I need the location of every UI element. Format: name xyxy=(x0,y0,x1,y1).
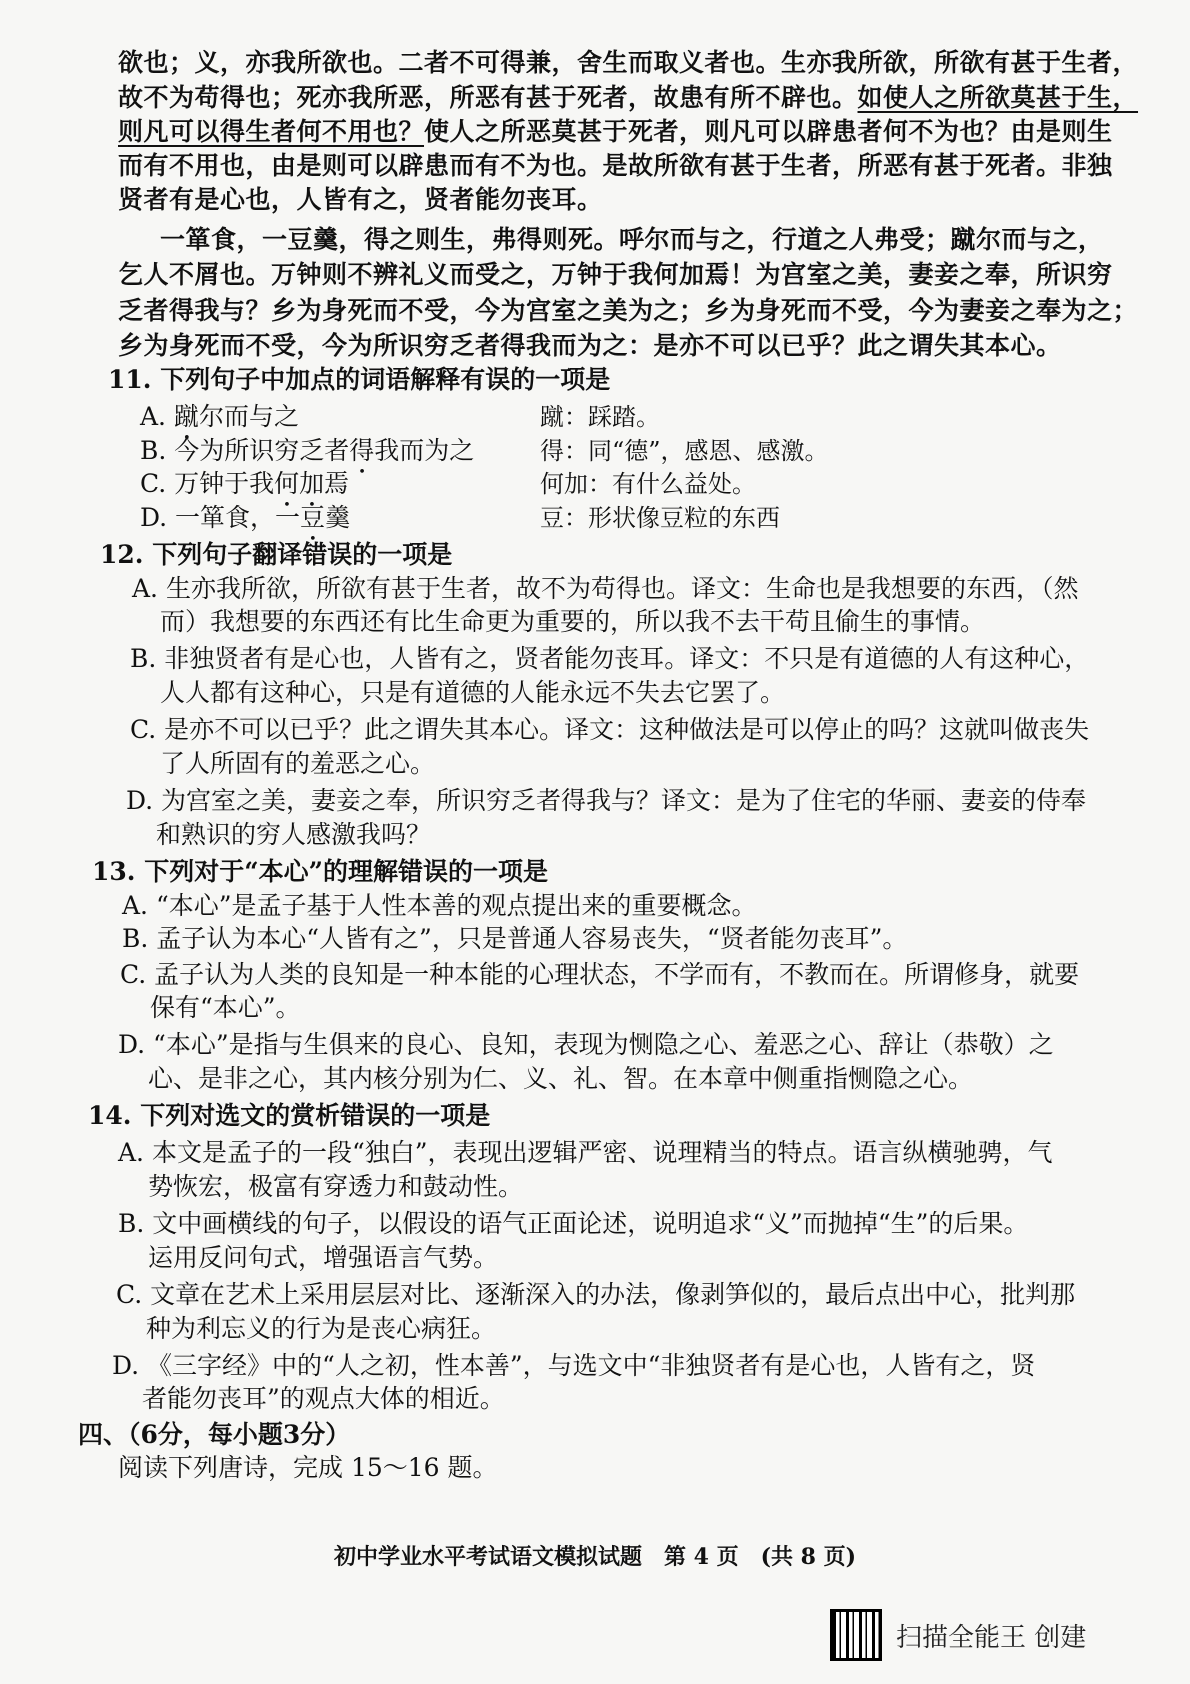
section-instruction: 阅读下列唐诗，完成 15～16 题。 xyxy=(118,1453,498,1483)
option-line: 运用反问句式，增强语言气势。 xyxy=(148,1242,499,1272)
option-b: B. 今为所识穷乏者得我而为之 xyxy=(140,435,475,465)
passage-line: 贤者有是心也，人皆有之，贤者能勿丧耳。 xyxy=(118,185,603,215)
qr-code-icon xyxy=(830,1609,882,1661)
option-line: B. 非独贤者有是心也，人皆有之，贤者能勿丧耳。译文：不只是有道德的人有这种心， xyxy=(130,644,1090,674)
option-line: 势恢宏，极富有穿透力和鼓动性。 xyxy=(148,1171,524,1201)
option-line: A. “本心”是孟子基于人性本善的观点提出来的重要概念。 xyxy=(122,890,757,920)
option-line: C. 孟子认为人类的良知是一种本能的心理状态，不学而有，不教而在。所谓修身，就要 xyxy=(120,959,1080,989)
option-line: 和熟识的穷人感激我吗？ xyxy=(156,819,432,849)
passage-line: 故不为苟得也；死亦我所恶，所恶有甚于死者，故患有所不辟也。如使人之所欲莫甚于生， xyxy=(118,83,1139,113)
passage-line: 则凡可以得生者何不用也？使人之所恶莫甚于死者，则凡可以辟患者何不为也？由是则生 xyxy=(118,117,1113,147)
option-d-explain: 豆：形状像豆粒的东西 xyxy=(540,503,780,532)
option-line: 者能勿丧耳”的观点大体的相近。 xyxy=(142,1384,505,1414)
option-c: C. 万钟于我何加焉 xyxy=(140,469,350,499)
underlined-sentence: 则凡可以得生者何不用也？ xyxy=(118,117,425,147)
option-line: D. 《三字经》中的“人之初，性本善”，与选文中“非独贤者有是心也，人皆有之，贤 xyxy=(112,1350,1036,1380)
passage-line: 乞人不屑也。万钟则不辨礼义而受之，万钟于我何加焉！为宫室之美，妻妾之奉，所识穷 xyxy=(118,260,1113,290)
passage-line: 一箪食，一豆羹，得之则生，弗得则死。呼尔而与之，行道之人弗受；蹴尔而与之， xyxy=(160,225,1104,254)
option-line: A. 生亦我所欲，所欲有甚于生者，故不为苟得也。译文：生命也是我想要的东西，（然 xyxy=(132,573,1079,603)
section-heading: 四、（6分，每小题3分） xyxy=(78,1419,351,1449)
question-stem: 11. 下列句子中加点的词语解释有误的一项是 xyxy=(108,364,611,394)
option-line: 种为利忘义的行为是丧心病狂。 xyxy=(146,1313,497,1343)
option-line: C. 是亦不可以已乎？此之谓失其本心。译文：这种做法是可以停止的吗？这就叫做丧失 xyxy=(130,715,1090,745)
option-line: 保有“本心”。 xyxy=(150,993,301,1023)
question-stem: 12. 下列句子翻译错误的一项是 xyxy=(100,540,453,570)
option-line: D. 为宫室之美，妻妾之奉，所识穷乏者得我与？译文：是为了住宅的华丽、妻妾的侍奉 xyxy=(126,786,1087,816)
option-b-explain: 得：同“德”，感恩、感激。 xyxy=(540,436,829,465)
passage-line: 乡为身死而不受，今为所识穷乏者得我而为之：是亦不可以已乎？此之谓失其本心。 xyxy=(118,331,1062,361)
passage-line: 欲也；义，亦我所欲也。二者不可得兼，舍生而取义者也。生亦我所欲，所欲有甚于生者， xyxy=(118,48,1139,77)
option-a-explain: 蹴：踩踏。 xyxy=(540,403,660,431)
option-line: D. “本心”是指与生俱来的良心、良知，表现为恻隐之心、羞恶之心、辞让（恭敬）之 xyxy=(118,1030,1054,1060)
question-stem: 14. 下列对选文的赏析错误的一项是 xyxy=(88,1101,491,1131)
option-d: D. 一箪食，一豆羹 xyxy=(140,502,351,532)
scanner-watermark xyxy=(830,1606,1086,1664)
watermark-text: 扫描全能王 创建 xyxy=(896,1622,1087,1653)
option-line: 了人所固有的羞恶之心。 xyxy=(160,748,436,778)
option-line: C. 文章在艺术上采用层层对比、逐渐深入的办法，像剥笋似的，最后点出中心，批判那 xyxy=(116,1279,1076,1309)
option-line: A. 本文是孟子的一段“独白”，表现出逻辑严密、说理精当的特点。语言纵横驰骋，气 xyxy=(118,1138,1053,1168)
option-line: B. 文中画横线的句子，以假设的语气正面论述，说明追求“义”而抛掉“生”的后果。 xyxy=(118,1209,1029,1239)
option-a: A. 蹴尔而与之 xyxy=(140,402,299,431)
passage-line: 而有不用也，由是则可以辟患而有不为也。是故所欲有甚于生者，所恶有甚于死者。非独 xyxy=(118,150,1113,180)
passage-line: 乏者得我与？乡为身死而不受，今为宫室之美为之；乡为身死而不受，今为妻妾之奉为之； xyxy=(118,295,1139,325)
option-line: 心、是非之心，其内核分别为仁、义、礼、智。在本章中侧重指恻隐之心。 xyxy=(148,1063,974,1093)
option-c-explain: 何加：有什么益处。 xyxy=(540,470,756,499)
option-line: 人人都有这种心，只是有道德的人能永远不失去它罢了。 xyxy=(160,678,786,708)
option-line: B. 孟子认为本心“人皆有之”，只是普通人容易丧失，“贤者能勿丧耳”。 xyxy=(122,924,908,954)
question-stem: 13. 下列对于“本心”的理解错误的一项是 xyxy=(92,856,548,886)
underlined-sentence: 如使人之所欲莫甚于生， xyxy=(857,83,1139,113)
page-footer: 初中学业水平考试语文模拟试题 第 4 页 (共 8 页) xyxy=(333,1544,857,1570)
option-line: 而）我想要的东西还有比生命更为重要的，所以我不去干苟且偷生的事情。 xyxy=(160,607,986,637)
